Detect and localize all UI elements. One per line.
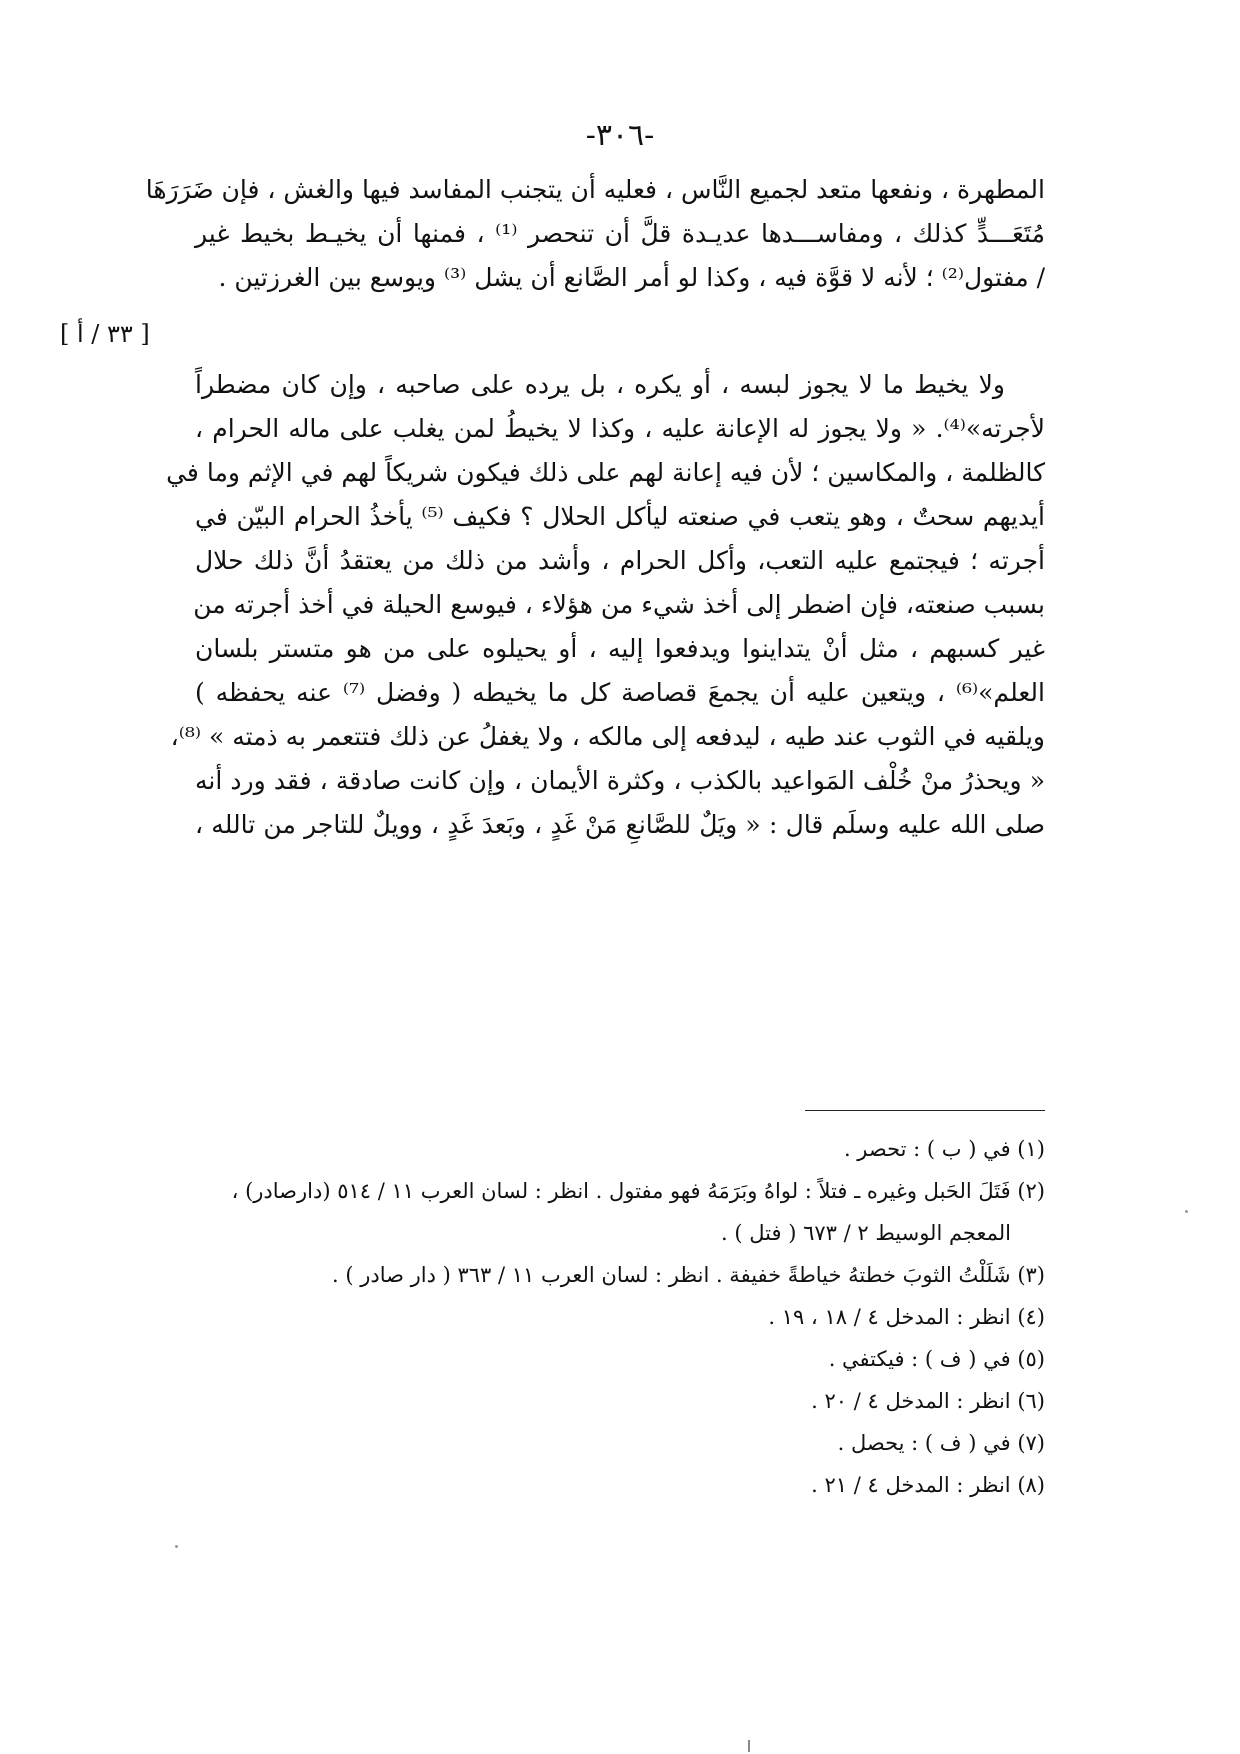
text-line: « ويحذرُ منْ خُلْف المَواعيد بالكذب ، وكثرة الأيمان ، وإن كانت صادقة ، فقد ورد أنه bbox=[195, 766, 1045, 795]
footnote-divider bbox=[805, 1110, 1045, 1111]
footnote: (٤) انظر : المدخل ٤ / ١٨ ، ١٩ . bbox=[768, 1305, 1045, 1329]
footnotes bbox=[185, 1130, 1045, 1508]
text-line: صلى الله عليه وسلَم قال : « ويَلٌ للصَّانعِ مَنْ غَدٍ ، وبَعدَ غَدٍ ، وويلٌ للتاجر من تالله ، bbox=[195, 810, 1045, 839]
text-line: غير كسبهم ، مثل أنْ يتداينوا ويدفعوا إليه ، أو يحيلوه على من هو متستر بلسان bbox=[195, 634, 1045, 663]
footnote: (١) في ( ب ) : تحصر . bbox=[843, 1137, 1045, 1161]
footnote: (٨) انظر : المدخل ٤ / ٢١ . bbox=[811, 1473, 1045, 1497]
text-line: ولا يخيط ما لا يجوز لبسه ، أو يكره ، بل يرده على صاحبه ، وإن كان مضطراً bbox=[195, 370, 1005, 399]
text-line: المطهرة ، ونفعها متعد لجميع النَّاس ، فعليه أن يتجنب المفاسد فيها والغش ، فإن ضَرَرَهَا bbox=[145, 175, 1045, 204]
paragraph-1 bbox=[145, 168, 1045, 300]
footnote: (٥) في ( ف ) : فيكتفي . bbox=[828, 1347, 1045, 1371]
scan-speck bbox=[175, 1545, 178, 1548]
footnote: (٧) في ( ف ) : يحصل . bbox=[837, 1431, 1045, 1455]
text-line: العلم»⁽⁶⁾ ، ويتعين عليه أن يجمعَ قصاصة كل ما يخيطه ( وفضل ⁽⁷⁾ عنه يحفظه ) bbox=[195, 678, 1045, 707]
page-number: -٣٠٦- bbox=[585, 118, 655, 153]
text-line: كالظلمة ، والمكاسين ؛ لأن فيه إعانة لهم على ذلك فيكون شريكاً لهم في الإثم وما في bbox=[166, 458, 1045, 487]
text-line: أجرته ؛ فيجتمع عليه التعب، وأكل الحرام ، وأشد من ذلك من يعتقدُ أنَّ ذلك حلال bbox=[195, 546, 1045, 575]
footnote: (٢) فَتَلَ الحَبل وغيره ـ فتلاً : لواهُ وبَرَمَهُ فهو مفتول . انظر : لسان العرب ١١ / ٥١٤ (دارصادر) ، bbox=[231, 1179, 1045, 1203]
manuscript-folio-marker: [ ٣٣ / أ ] bbox=[60, 320, 150, 348]
text-line: / مفتول⁽²⁾ ؛ لأنه لا قوَّة فيه ، وكذا لو أمر الصَّانع أن يشل ⁽³⁾ ويوسع بين الغرزتين . bbox=[218, 263, 1045, 292]
scan-mark bbox=[748, 1740, 750, 1752]
paragraph-2 bbox=[166, 363, 1045, 847]
text-line: بسبب صنعته، فإن اضطر إلى أخذ شيء من هؤلاء ، فيوسع الحيلة في أخذ أجرته من bbox=[193, 590, 1045, 619]
text-line: لأجرته»⁽⁴⁾. « ولا يجوز له الإعانة عليه ، وكذا لا يخيطُ لمن يغلب على ماله الحرام ، bbox=[195, 414, 1045, 443]
text-line: أيديهم سحتٌ ، وهو يتعب في صنعته ليأكل الحلال ؟ فكيف ⁽⁵⁾ يأخذُ الحرام البيّن في bbox=[195, 502, 1045, 531]
text-line: ويلقيه في الثوب عند طيه ، ليدفعه إلى مالكه ، ولا يغفلُ عن ذلك فتتعمر به ذمته » ⁽⁸⁾، bbox=[170, 722, 1045, 751]
footnote: (٦) انظر : المدخل ٤ / ٢٠ . bbox=[811, 1389, 1045, 1413]
scan-speck bbox=[1185, 1210, 1188, 1213]
footnote: (٣) شَلَلْتُ الثوبَ خطتهُ خياطةً خفيفة . انظر : لسان العرب ١١ / ٣٦٣ ( دار صادر ) . bbox=[332, 1263, 1045, 1287]
footnote-continuation: المعجم الوسيط ٢ / ٦٧٣ ( فتل ) . bbox=[721, 1221, 1011, 1245]
text-line: مُتَعَـــدٍّ كذلك ، ومفاســـدها عديـدة قلَّ أن تنحصر ⁽¹⁾ ، فمنها أن يخيـط بخيط غير bbox=[195, 219, 1045, 248]
